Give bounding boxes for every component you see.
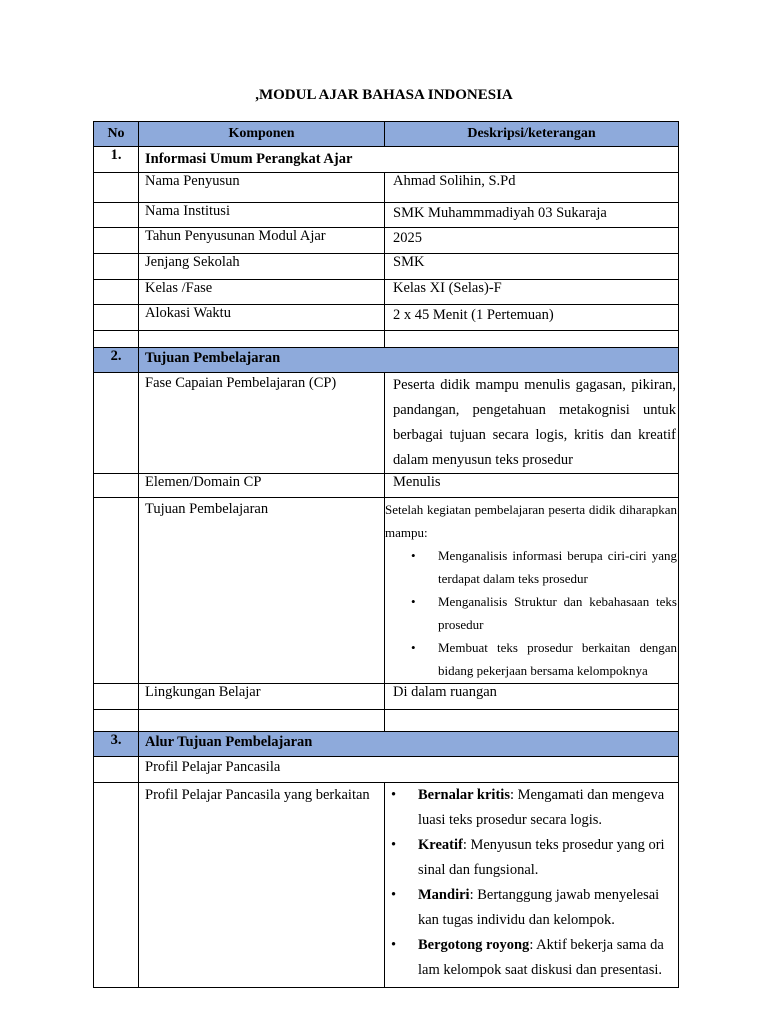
list-item: • Kreatif: Menyusun teks prosedur yang ori sinal dan fungsional.	[391, 837, 665, 878]
table-row	[94, 254, 679, 280]
lingkungan-label: Lingkungan Belajar	[139, 684, 385, 710]
lingkungan-value: Di dalam ruangan	[385, 684, 679, 710]
row-label: Tahun Penyusunan Modul Ajar	[139, 228, 385, 254]
table-row	[94, 203, 679, 228]
tp-intro: Setelah kegiatan pembelajaran peserta didik diharapkan mampu:	[385, 502, 677, 540]
table-row	[94, 783, 679, 988]
row-label: Alokasi Waktu	[139, 305, 385, 331]
header-deskripsi: Deskripsi/keterangan	[385, 122, 679, 147]
section-2-title: Tujuan Pembelajaran	[139, 348, 679, 373]
table-row	[94, 373, 679, 474]
profil-related-label: Profil Pelajar Pancasila yang berkaitan	[139, 783, 385, 988]
row-label: Nama Institusi	[139, 203, 385, 228]
row-label: Nama Penyusun	[139, 173, 385, 203]
table-row	[94, 498, 679, 684]
row-value: Kelas XI (Selas)-F	[385, 280, 679, 305]
header-no: No	[94, 122, 139, 147]
profil-list	[391, 783, 676, 983]
section-3-title: Alur Tujuan Pembelajaran	[139, 732, 679, 757]
list-item: • Bernalar kritis: Mengamati dan mengeva luasi teks prosedur secara logis.	[391, 787, 665, 828]
table-row	[94, 280, 679, 305]
table-header-row	[94, 122, 679, 147]
section-3-number: 3.	[94, 732, 139, 757]
table-row	[94, 305, 679, 331]
header-komponen: Komponen	[139, 122, 385, 147]
spacer-row	[94, 331, 679, 348]
row-label: Kelas /Fase	[139, 280, 385, 305]
profil-label: Profil Pelajar Pancasila	[139, 757, 679, 783]
list-item: • Membuat teks prosedur berkaitan dengan bidang pekerjaan bersama kelompoknya	[411, 640, 677, 678]
spacer-row	[94, 710, 679, 732]
list-item: • Mandiri: Bertanggung jawab menyelesai kan tugas individu dan kelompok.	[391, 887, 660, 928]
section-2-number: 2.	[94, 348, 139, 373]
row-value: Ahmad Solihin, S.Pd	[385, 173, 679, 203]
table-row	[94, 474, 679, 498]
list-item: • Menganalisis Struktur dan kebahasaan teks prosedur	[411, 594, 677, 632]
module-table	[93, 121, 679, 988]
tp-label: Tujuan Pembelajaran	[139, 498, 385, 684]
elemen-value: Menulis	[385, 474, 679, 498]
row-value: SMK	[385, 254, 679, 280]
list-item: • Menganalisis informasi berupa ciri-ciri yang terdapat dalam teks prosedur	[411, 548, 677, 586]
row-label: Jenjang Sekolah	[139, 254, 385, 280]
page-title: ,MODUL AJAR BAHASA INDONESIA	[255, 87, 513, 103]
cp-value: Peserta didik mampu menulis gagasan, pikiran, pandangan, pengetahuan metakognisi untuk berbagai tujuan secara logis, kritis dan kreatif dalam menyusun teks prosedur	[385, 373, 679, 474]
elemen-label: Elemen/Domain CP	[139, 474, 385, 498]
row-value: 2 x 45 Menit (1 Pertemuan)	[385, 305, 679, 331]
tp-list	[391, 544, 677, 682]
section-1-title: Informasi Umum Perangkat Ajar	[139, 147, 679, 173]
section-3-row	[94, 732, 679, 757]
section-2-row	[94, 348, 679, 373]
list-item: • Bergotong royong: Aktif bekerja sama da lam kelompok saat diskusi dan presentasi.	[391, 937, 664, 978]
table-row	[94, 757, 679, 783]
table-row	[94, 684, 679, 710]
table-row	[94, 228, 679, 254]
section-1-number: 1.	[94, 147, 139, 173]
cp-label: Fase Capaian Pembelajaran (CP)	[139, 373, 385, 474]
section-1-row	[94, 147, 679, 173]
row-value: 2025	[385, 228, 679, 254]
table-row	[94, 173, 679, 203]
row-value: SMK Muhammmadiyah 03 Sukaraja	[385, 203, 679, 228]
